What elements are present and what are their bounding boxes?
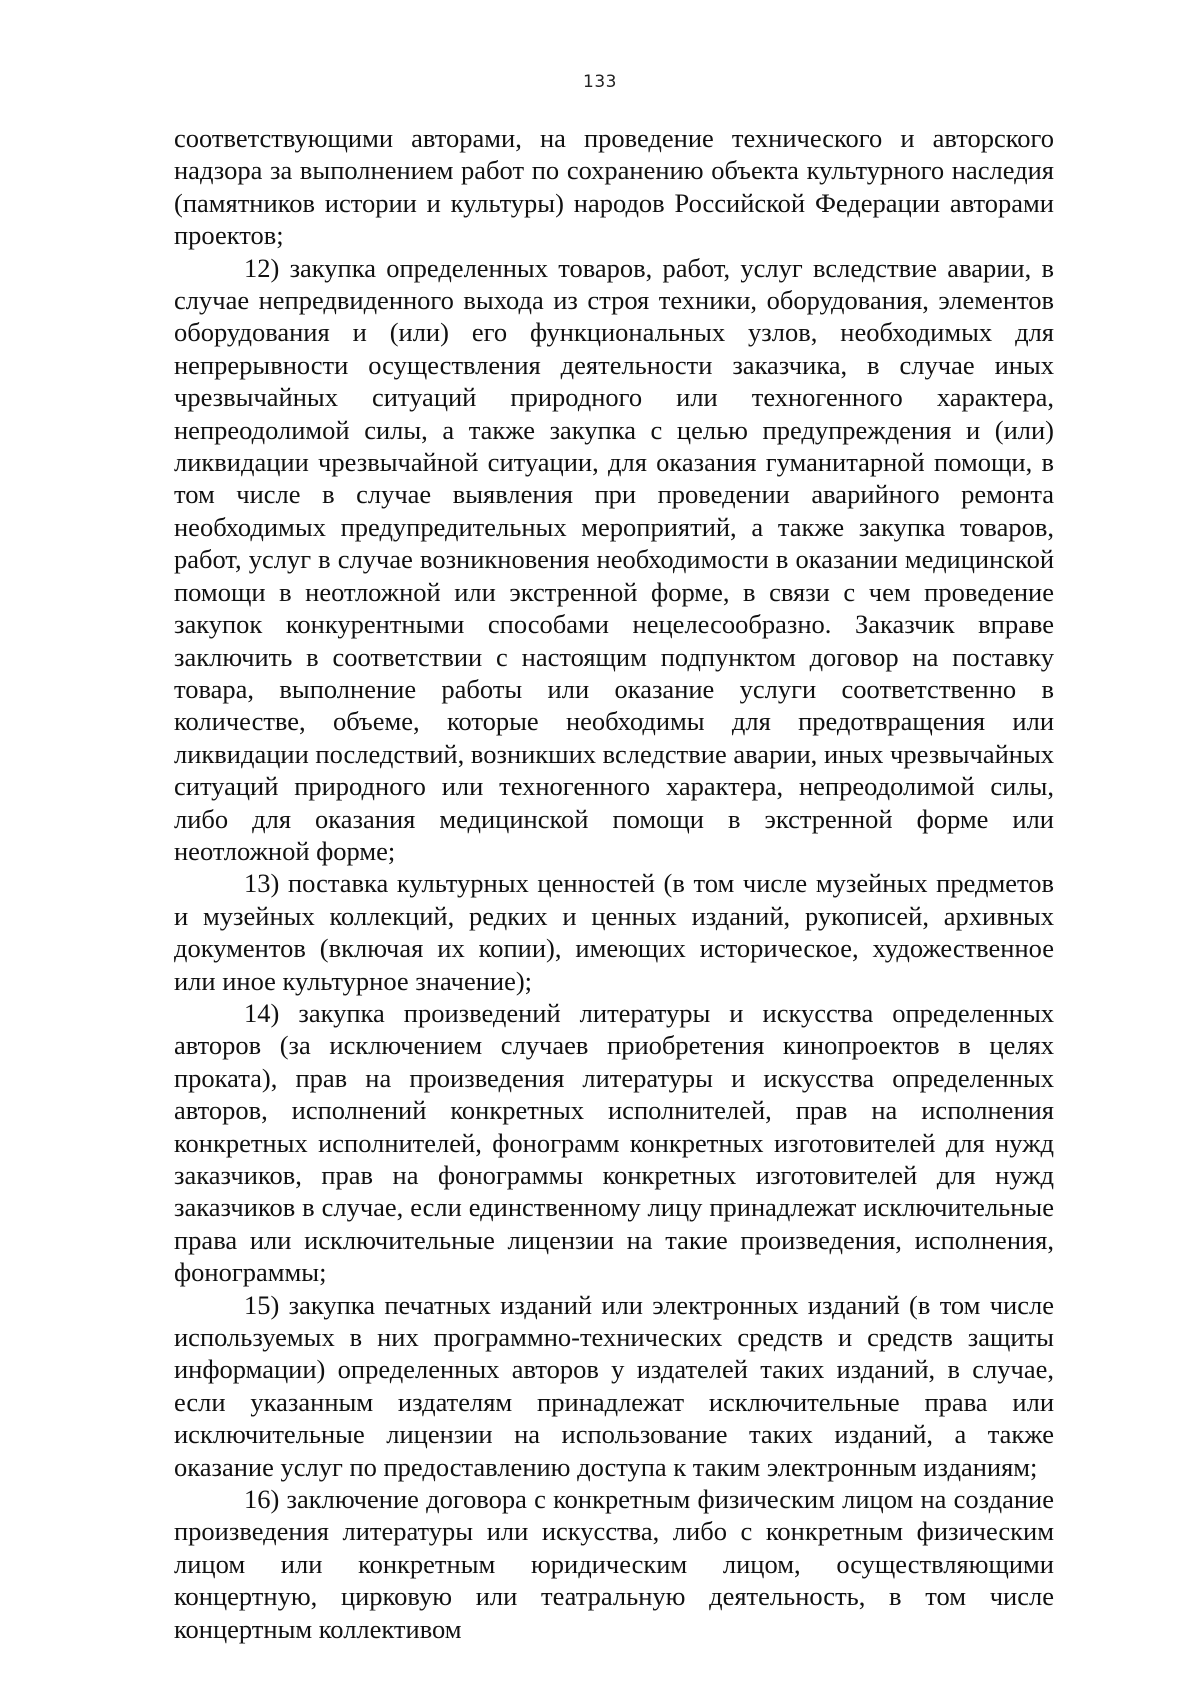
page-number: 133 [583, 72, 617, 92]
paragraph-item-16: 16) заключение договора с конкретным физическим лицом на создание произведения литературы или искусства, либо с конкретным физическим лицом или конкретным юридическим лицом, осуществляющими концертную, цирковую или театральную деятельность, в том числе концертным коллективом [174, 1484, 1054, 1644]
paragraph-item-14: 14) закупка произведений литературы и искусства определенных авторов (за исключением случаев приобретения кинопроектов в целях проката), прав на произведения литературы и искусства определенных авторов, исполнений конкретных исполнителей, прав на исполнения конкретных исполнителей, фонограмм конкретных изготовителей для нужд заказчиков, прав на фонограммы конкретных изготовителей для нужд заказчиков в случае, если единственному лицу принадлежат исключительные права или исключительные лицензии на такие произведения, исполнения, фонограммы; [174, 997, 1054, 1288]
paragraph-continuation: соответствующими авторами, на проведение технического и авторского надзора за выполнением работ по сохранению объекта культурного наследия (памятников истории и культуры) народов Российской Федерации авторами проектов; [174, 123, 1054, 251]
paragraph-item-12: 12) закупка определенных товаров, работ, услуг вследствие аварии, в случае непредвиденного выхода из строя техники, оборудования, элементов оборудования и (или) его функциональных узлов, необходимых для непрерывности осуществления деятельности заказчика, в случае иных чрезвычайных ситуаций природного или техногенного характера, непреодолимой силы, а также закупка с целью предупреждения и (или) ликвидации чрезвычайной ситуации, для оказания гуманитарной помощи, в том числе в случае выявления при проведении аварийного ремонта необходимых предупредительных мероприятий, а также закупка товаров, работ, услуг в случае возникновения необходимости в оказании медицинской помощи в неотложной или экстренной форме, в связи с чем проведение закупок конкурентными способами нецелесообразно. Заказчик вправе заключить в соответствии с настоящим подпунктом договор на поставку товара, выполнение работы или оказание услуги соответственно в количестве, объеме, которые необходимы для предотвращения или ликвидации последствий, возникших вследствие аварии, иных чрезвычайных ситуаций природного или техногенного характера, непреодолимой силы, либо для оказания медицинской помощи в экстренной форме или неотложной форме; [174, 252, 1054, 866]
paragraph-item-15: 15) закупка печатных изданий или электронных изданий (в том числе используемых в них программно-технических средств и средств защиты информации) определенных авторов у издателей таких изданий, в случае, если указанным издателям принадлежат исключительные права или исключительные лицензии на использование таких изданий, а также оказание услуг по предоставлению доступа к таким электронным изданиям; [174, 1289, 1054, 1482]
paragraph-item-13: 13) поставка культурных ценностей (в том числе музейных предметов и музейных коллекций, редких и ценных изданий, рукописей, архивных документов (включая их копии), имеющих историческое, художественное или иное культурное значение); [174, 868, 1054, 996]
document-body [174, 122, 1054, 1645]
